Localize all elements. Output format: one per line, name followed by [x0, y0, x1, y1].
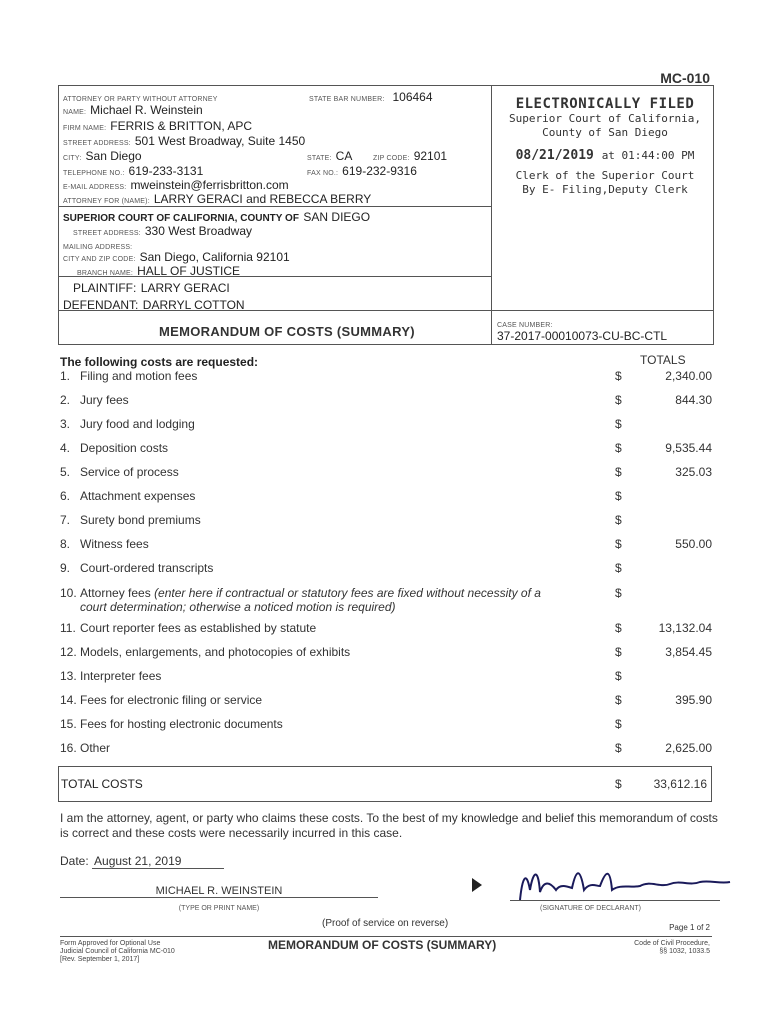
cost-item-description: Attorney fees (enter here if contractual or statutory fees are fixed without necessity of a court determination; otherwise a noticed motion is required) — [80, 586, 541, 614]
cost-item-amount: 13,132.04 — [658, 621, 712, 635]
attorney-name: NAME: Michael R. Weinstein — [63, 103, 203, 117]
cost-item-currency: $ — [615, 645, 622, 659]
cost-item-number: 6. — [60, 489, 71, 503]
cost-item-number: 5. — [60, 465, 71, 479]
cost-item-description: Court-ordered transcripts — [80, 561, 214, 575]
email: E-MAIL ADDRESS: mweinstein@ferrisbritton.com — [63, 178, 289, 192]
footer-title: MEMORANDUM OF COSTS (SUMMARY) — [268, 938, 497, 952]
cost-item-currency: $ — [615, 537, 622, 551]
costs-header: The following costs are requested: — [60, 355, 259, 369]
cost-item-number: 2. — [60, 393, 71, 407]
cost-item-description: Other — [80, 741, 111, 755]
cost-item-row — [60, 717, 712, 735]
cost-item-currency: $ — [615, 441, 622, 455]
case-number-label: CASE NUMBER: — [497, 322, 553, 329]
cost-item-currency: $ — [615, 465, 622, 479]
cost-item-currency: $ — [615, 717, 622, 731]
plaintiff: PLAINTIFF: LARRY GERACI — [73, 281, 230, 295]
case-number: 37-2017-00010073-CU-BC-CTL — [497, 329, 668, 343]
court-street: STREET ADDRESS: 330 West Broadway — [73, 224, 253, 238]
cost-item-number: 14. — [60, 693, 77, 707]
cost-item-number: 8. — [60, 537, 71, 551]
cost-item-row — [60, 417, 712, 435]
fax: FAX NO.: 619-232-9316 — [307, 164, 417, 178]
form-title: MEMORANDUM OF COSTS (SUMMARY) — [159, 324, 415, 339]
cost-item-number: 4. — [60, 441, 71, 455]
cost-item-number: 11. — [60, 621, 76, 635]
cost-item-number: 3. — [60, 417, 71, 431]
cost-item-currency: $ — [615, 417, 622, 431]
efiled-court: Superior Court of California, — [508, 112, 702, 125]
form-id: MC-010 — [660, 70, 710, 86]
cost-item-currency: $ — [615, 489, 622, 503]
footer-right: Code of Civil Procedure, §§ 1032, 1033.5 — [634, 940, 710, 955]
cost-item-row — [60, 693, 712, 711]
cost-item-description: Witness fees — [80, 537, 149, 551]
defendant: DEFENDANT: DARRYL COTTON — [63, 298, 245, 312]
page-number: Page 1 of 2 — [669, 923, 710, 932]
signature-label: (SIGNATURE OF DECLARANT) — [540, 905, 641, 912]
court-heading: SUPERIOR COURT OF CALIFORNIA, COUNTY OF SAN DIEGO — [63, 210, 371, 224]
signature-arrow-icon — [472, 878, 482, 892]
cost-item-row — [60, 465, 712, 483]
cost-item-number: 1. — [60, 369, 71, 383]
efiled-heading: ELECTRONICALLY FILED — [515, 96, 695, 112]
efiled-county: County of San Diego — [542, 126, 668, 139]
city: CITY: San Diego — [63, 149, 142, 163]
cost-item-currency: $ — [615, 513, 622, 527]
cost-item-amount: 550.00 — [675, 537, 712, 551]
cost-item-row — [60, 393, 712, 411]
cost-item-currency: $ — [615, 561, 622, 575]
date-field: Date: August 21, 2019 — [60, 854, 224, 869]
bar-number-field: STATE BAR NUMBER: 106464 — [309, 90, 433, 104]
signature-image — [500, 860, 740, 910]
cost-item-number: 10. — [60, 586, 77, 600]
cost-item-description: Court reporter fees as established by statute — [80, 621, 317, 635]
cost-item-currency: $ — [615, 693, 622, 707]
caption-box — [58, 85, 714, 345]
total-costs-box — [58, 766, 712, 802]
zip-code: ZIP CODE: 92101 — [373, 149, 448, 163]
telephone: TELEPHONE NO.: 619-233-3131 — [63, 164, 204, 178]
cost-item-currency: $ — [615, 586, 622, 600]
cost-item-description: Fees for electronic filing or service — [80, 693, 263, 707]
footer-left: Form Approved for Optional Use Judicial Council of California MC-010 [Rev. September 1, 2017] — [60, 940, 175, 963]
attorney-section-label: ATTORNEY OR PARTY WITHOUT ATTORNEY — [63, 96, 218, 103]
cost-item-currency: $ — [615, 621, 622, 635]
attorney-for: ATTORNEY FOR (NAME): LARRY GERACI and REBECCA BERRY — [63, 192, 372, 206]
cost-item-number: 9. — [60, 561, 71, 575]
court-branch: BRANCH NAME: HALL OF JUSTICE — [77, 264, 240, 278]
court-city: CITY AND ZIP CODE: San Diego, California 92101 — [63, 250, 290, 264]
cost-item-number: 7. — [60, 513, 71, 527]
total-costs-amount: 33,612.16 — [653, 777, 707, 791]
cost-item-row — [60, 621, 712, 639]
cost-item-description: Interpreter fees — [80, 669, 162, 683]
cost-item-description: Jury fees — [80, 393, 129, 407]
totals-header: TOTALS — [640, 353, 686, 367]
cost-item-row — [60, 741, 712, 759]
signature-line — [510, 900, 720, 901]
cost-item-row — [60, 489, 712, 507]
footer-rule — [60, 936, 712, 937]
cost-item-amount: 2,340.00 — [665, 369, 712, 383]
cost-item-description: Deposition costs — [80, 441, 169, 455]
cost-item-description: Attachment expenses — [80, 489, 196, 503]
printed-name: MICHAEL R. WEINSTEIN — [60, 885, 378, 898]
street-address: STREET ADDRESS: 501 West Broadway, Suite 1450 — [63, 134, 306, 148]
cost-item-description: Fees for hosting electronic documents — [80, 717, 283, 731]
cost-item-row — [60, 645, 712, 663]
cost-item-row — [60, 369, 712, 387]
cost-item-description: Models, enlargements, and photocopies of exhibits — [80, 645, 351, 659]
cost-item-number: 15. — [60, 717, 77, 731]
cost-item-row — [60, 669, 712, 687]
cost-item-currency: $ — [615, 741, 622, 755]
cost-item-currency: $ — [615, 369, 622, 383]
printed-name-label: (TYPE OR PRINT NAME) — [178, 905, 260, 912]
efiled-by: By E- Filing,Deputy Clerk — [522, 183, 688, 196]
cost-item-amount: 325.03 — [675, 465, 712, 479]
state: STATE: CA — [307, 149, 353, 163]
efiled-datetime: 08/21/2019 at 01:44:00 PM — [515, 148, 695, 163]
cost-item-description: Surety bond premiums — [80, 513, 201, 527]
cost-item-number: 12. — [60, 645, 77, 659]
cost-item-row — [60, 586, 712, 614]
cost-item-row — [60, 537, 712, 555]
firm-name: FIRM NAME: FERRIS & BRITTON, APC — [63, 119, 253, 133]
cost-item-number: 13. — [60, 669, 77, 683]
cost-item-amount: 844.30 — [675, 393, 712, 407]
cost-item-amount: 2,625.00 — [665, 741, 712, 755]
cost-item-description: Service of process — [80, 465, 179, 479]
court-mailing: MAILING ADDRESS: — [63, 244, 133, 251]
total-costs-label: TOTAL COSTS — [61, 777, 143, 791]
cost-item-description: Filing and motion fees — [80, 369, 198, 383]
cost-item-amount: 9,535.44 — [665, 441, 712, 455]
cost-item-row — [60, 561, 712, 579]
efiled-clerk: Clerk of the Superior Court — [515, 169, 695, 182]
cost-item-currency: $ — [615, 393, 622, 407]
cost-item-row — [60, 513, 712, 531]
cost-item-amount: 3,854.45 — [665, 645, 712, 659]
proof-of-service: (Proof of service on reverse) — [322, 918, 449, 929]
cost-item-number: 16. — [60, 741, 77, 755]
declaration: I am the attorney, agent, or party who claims these costs. To the best of my knowledge and belief this memorandum of costs is correct and these costs were necessarily incurred in this case. — [60, 811, 718, 840]
total-currency: $ — [615, 777, 622, 791]
cost-item-row — [60, 441, 712, 459]
cost-item-description: Jury food and lodging — [80, 417, 195, 431]
efiled-stamp — [499, 96, 711, 197]
cost-item-amount: 395.90 — [675, 693, 712, 707]
cost-item-currency: $ — [615, 669, 622, 683]
